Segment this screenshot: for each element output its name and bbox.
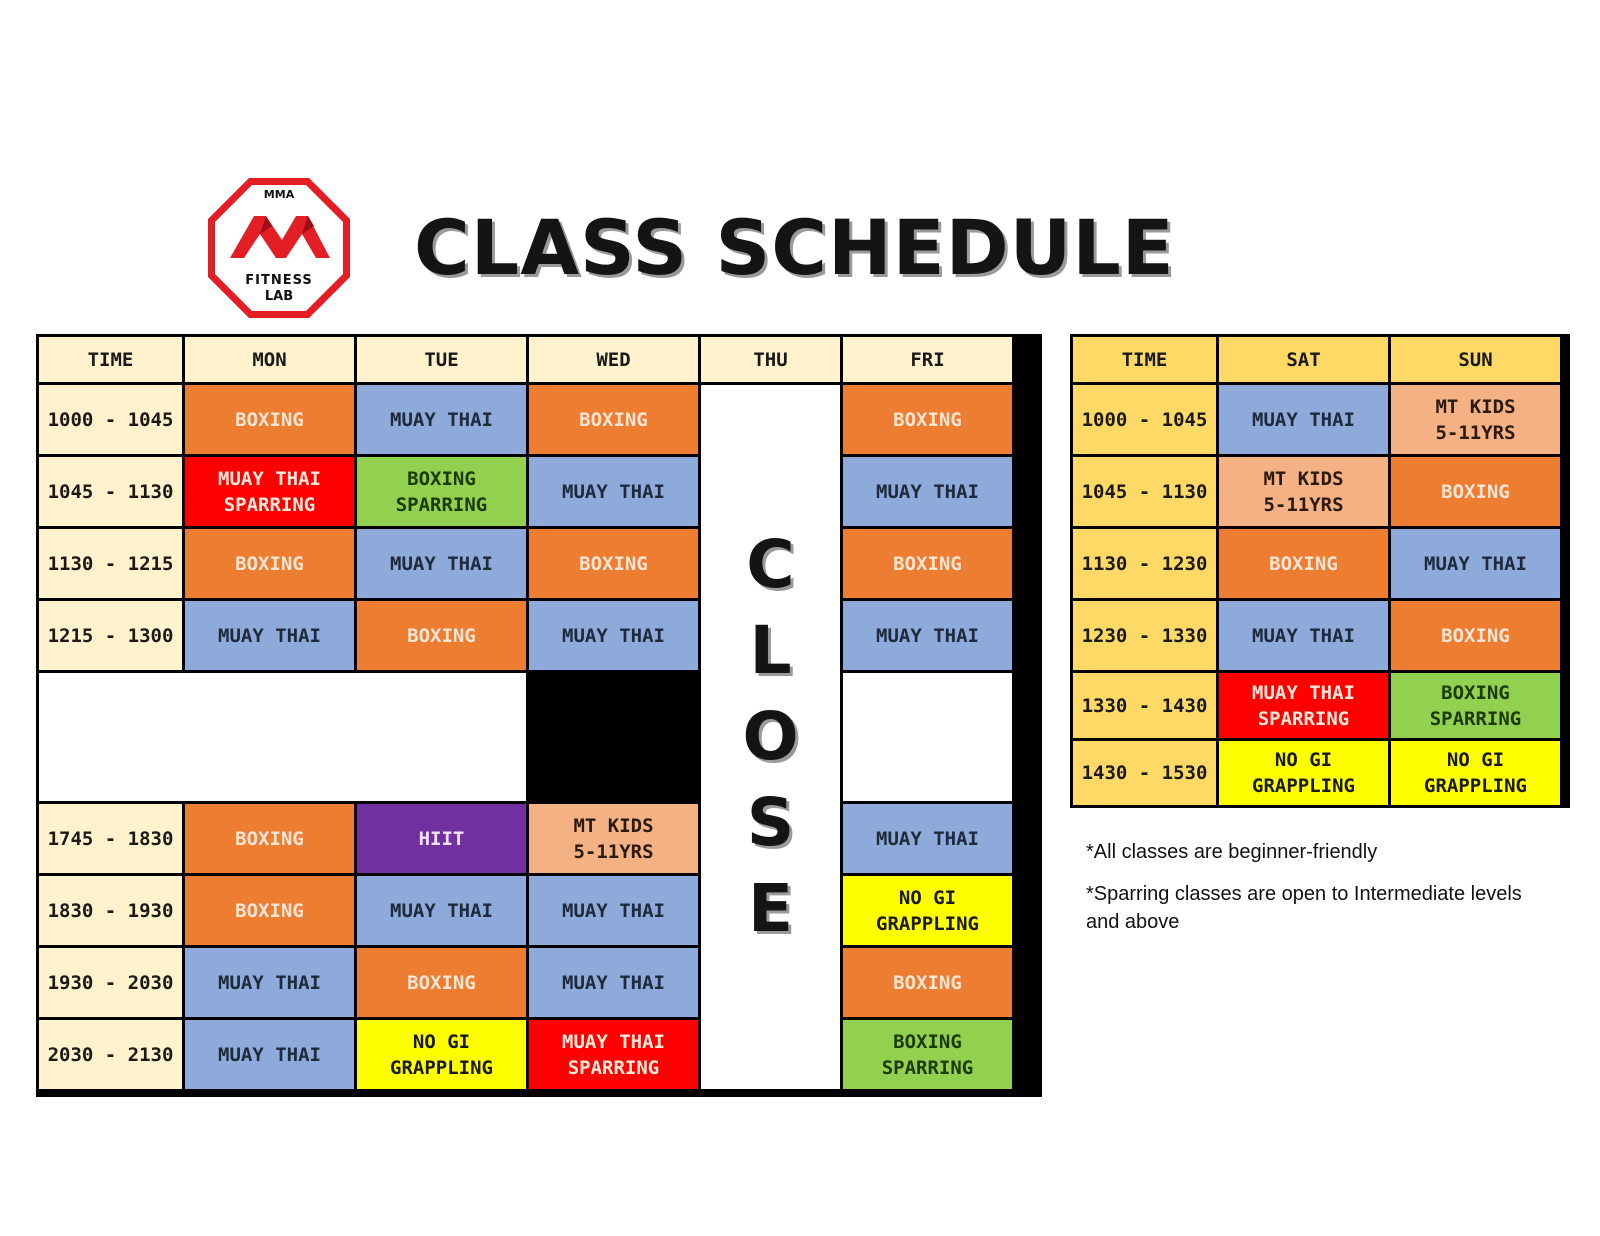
class-cell: MUAY THAI — [843, 601, 1012, 670]
class-cell: MT KIDS 5-11YRS — [1391, 385, 1560, 454]
class-cell: HIIT — [357, 804, 526, 873]
class-cell: NO GI GRAPPLING — [1391, 741, 1560, 805]
class-cell: MUAY THAI — [529, 876, 698, 945]
logo-bottom-text-1: FITNESS — [245, 273, 313, 288]
class-cell: BOXING — [185, 529, 354, 598]
header-mon: MON — [185, 337, 354, 382]
class-cell: BOXING — [357, 601, 526, 670]
header-sun: SUN — [1391, 337, 1560, 382]
class-cell: MUAY THAI — [843, 457, 1012, 526]
class-cell: BOXING — [1391, 601, 1560, 670]
time-slot: 1000 - 1045 — [39, 385, 182, 454]
class-cell: BOXING — [185, 804, 354, 873]
class-cell: BOXING — [529, 529, 698, 598]
class-cell: BOXING — [1391, 457, 1560, 526]
class-cell: BOXING — [843, 529, 1012, 598]
class-cell: MUAY THAI — [1219, 601, 1388, 670]
weekday-schedule-table — [36, 334, 1042, 1097]
time-slot: 1000 - 1045 — [1073, 385, 1216, 454]
time-slot: 1830 - 1930 — [39, 876, 182, 945]
header-time: TIME — [1073, 337, 1216, 382]
class-cell: BOXING — [843, 385, 1012, 454]
class-cell: BOXING — [843, 948, 1012, 1017]
class-cell: MUAY THAI — [1219, 385, 1388, 454]
page-title: CLASS SCHEDULE — [414, 203, 1175, 292]
time-slot: 2030 - 2130 — [39, 1020, 182, 1089]
class-cell: BOXING SPARRING — [357, 457, 526, 526]
class-cell: NO GI GRAPPLING — [357, 1020, 526, 1089]
class-cell: MUAY THAI — [529, 601, 698, 670]
schedule-notes — [1086, 838, 1546, 950]
logo-top-text: MMA — [263, 188, 295, 201]
time-slot: 1130 - 1230 — [1073, 529, 1216, 598]
class-cell: MUAY THAI — [529, 948, 698, 1017]
weekend-schedule-table — [1070, 334, 1570, 808]
class-cell: MUAY THAI — [185, 1020, 354, 1089]
class-cell: MUAY THAI — [843, 804, 1012, 873]
class-cell: MUAY THAI — [529, 457, 698, 526]
time-slot: 1430 - 1530 — [1073, 741, 1216, 805]
class-cell: MT KIDS 5-11YRS — [1219, 457, 1388, 526]
header-wed: WED — [529, 337, 698, 382]
class-cell: MUAY THAI — [357, 385, 526, 454]
thursday-closed-column — [701, 385, 840, 1089]
note-sparring-level: *Sparring classes are open to Intermediate levels and above — [1086, 883, 1522, 933]
time-slot: 1745 - 1830 — [39, 804, 182, 873]
class-cell: MUAY THAI — [357, 876, 526, 945]
class-cell: BOXING — [185, 876, 354, 945]
class-cell: MUAY THAI — [357, 529, 526, 598]
mma-fitness-lab-logo — [206, 176, 352, 320]
header-fri: FRI — [843, 337, 1012, 382]
time-slot: 1230 - 1330 — [1073, 601, 1216, 670]
class-cell: MUAY THAI SPARRING — [529, 1020, 698, 1089]
class-cell: BOXING SPARRING — [1391, 673, 1560, 738]
time-slot: 1045 - 1130 — [1073, 457, 1216, 526]
logo-bottom-text-2: LAB — [264, 289, 294, 304]
class-cell: MUAY THAI SPARRING — [1219, 673, 1388, 738]
class-cell: MUAY THAI SPARRING — [185, 457, 354, 526]
class-cell: BOXING — [357, 948, 526, 1017]
midday-break-block — [39, 673, 526, 801]
class-cell: BOXING — [185, 385, 354, 454]
note-beginner-friendly: *All classes are beginner-friendly — [1086, 841, 1378, 863]
class-cell: NO GI GRAPPLING — [1219, 741, 1388, 805]
time-slot: 1330 - 1430 — [1073, 673, 1216, 738]
closed-label: CLOSE — [742, 526, 799, 947]
class-cell: BOXING — [529, 385, 698, 454]
class-cell: BOXING SPARRING — [843, 1020, 1012, 1089]
time-slot: 1215 - 1300 — [39, 601, 182, 670]
class-cell: NO GI GRAPPLING — [843, 876, 1012, 945]
class-cell: MUAY THAI — [1391, 529, 1560, 598]
midday-break-fri — [843, 673, 1012, 801]
time-slot: 1130 - 1215 — [39, 529, 182, 598]
class-cell: MT KIDS 5-11YRS — [529, 804, 698, 873]
header-thu: THU — [701, 337, 840, 382]
time-slot: 1045 - 1130 — [39, 457, 182, 526]
time-slot: 1930 - 2030 — [39, 948, 182, 1017]
header-tue: TUE — [357, 337, 526, 382]
class-cell: MUAY THAI — [185, 601, 354, 670]
class-cell: BOXING — [1219, 529, 1388, 598]
header-sat: SAT — [1219, 337, 1388, 382]
header-time: TIME — [39, 337, 182, 382]
class-cell: MUAY THAI — [185, 948, 354, 1017]
